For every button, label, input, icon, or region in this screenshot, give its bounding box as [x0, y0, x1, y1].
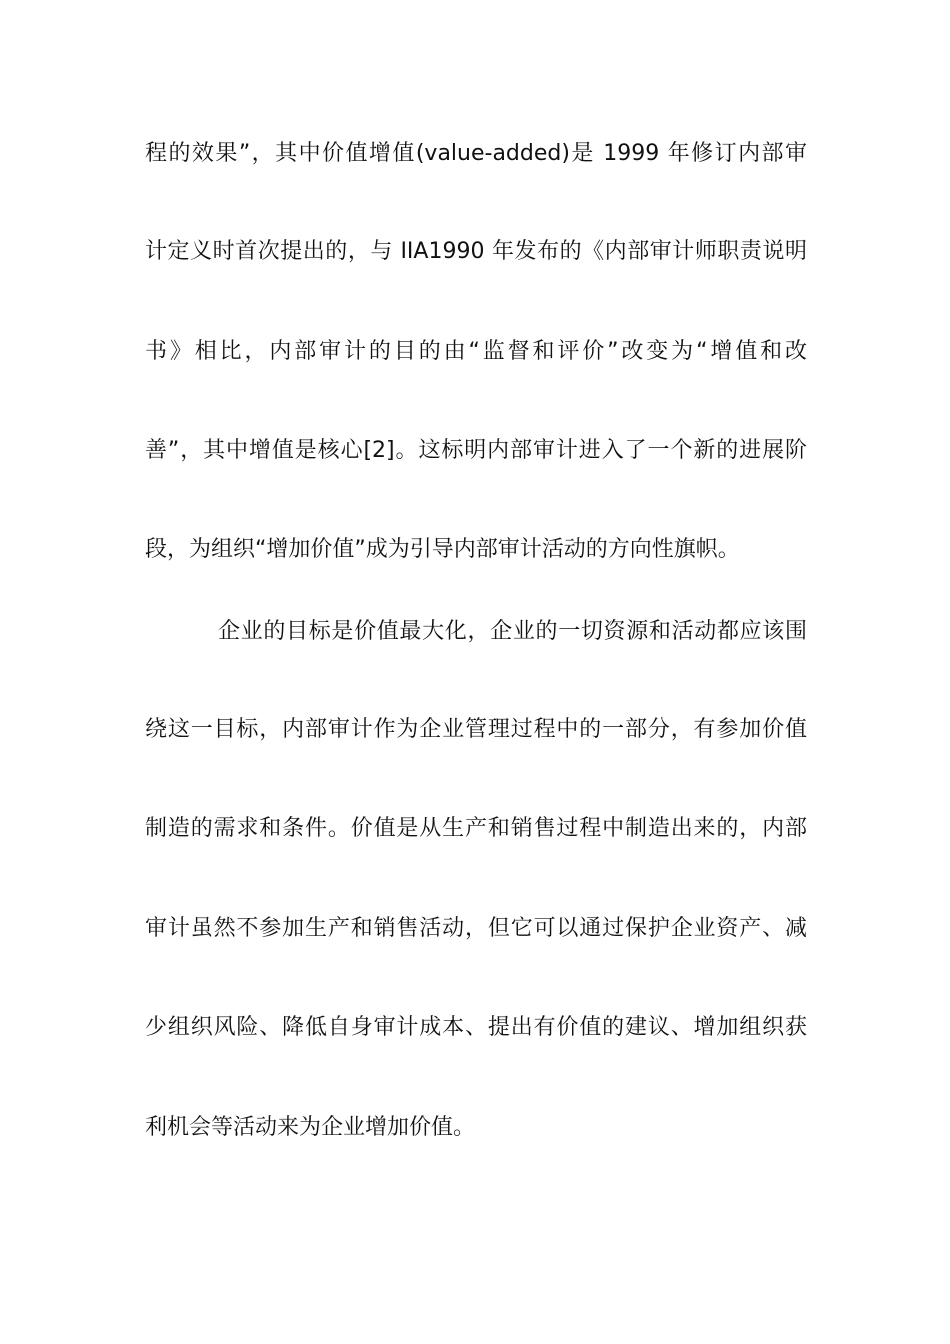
- paragraph-line: 制造的需求和条件。价值是从生产和销售过程中制造出来的，内部: [145, 816, 807, 841]
- paragraph-line: 计定义时首次提出的，与 IIA1990 年发布的《内部审计师职责说明: [145, 239, 807, 264]
- paragraph-line: 企业的目标是价值最大化，企业的一切资源和活动都应该围: [218, 619, 807, 644]
- paragraph-line: 善”，其中增值是核心[2]。这标明内部审计进入了一个新的进展阶: [145, 438, 807, 463]
- paragraph-line: 审计虽然不参加生产和销售活动，但它可以通过保护企业资产、减: [145, 916, 807, 941]
- paragraph-line: 书》相比，内部审计的目的由“监督和评价”改变为“增值和改: [145, 339, 807, 364]
- paragraph-line: 段，为组织“增加价值”成为引导内部审计活动的方向性旗帜。: [145, 537, 740, 562]
- paragraph-line: 绕这一目标，内部审计作为企业管理过程中的一部分，有参加价值: [145, 717, 807, 742]
- paragraph-line: 少组织风险、降低自身审计成本、提出有价值的建议、增加组织获: [145, 1015, 807, 1040]
- paragraph-line: 程的效果”，其中价值增值(value-added)是 1999 年修订内部审: [145, 141, 807, 166]
- paragraph-line: 利机会等活动来为企业增加价值。: [145, 1115, 476, 1140]
